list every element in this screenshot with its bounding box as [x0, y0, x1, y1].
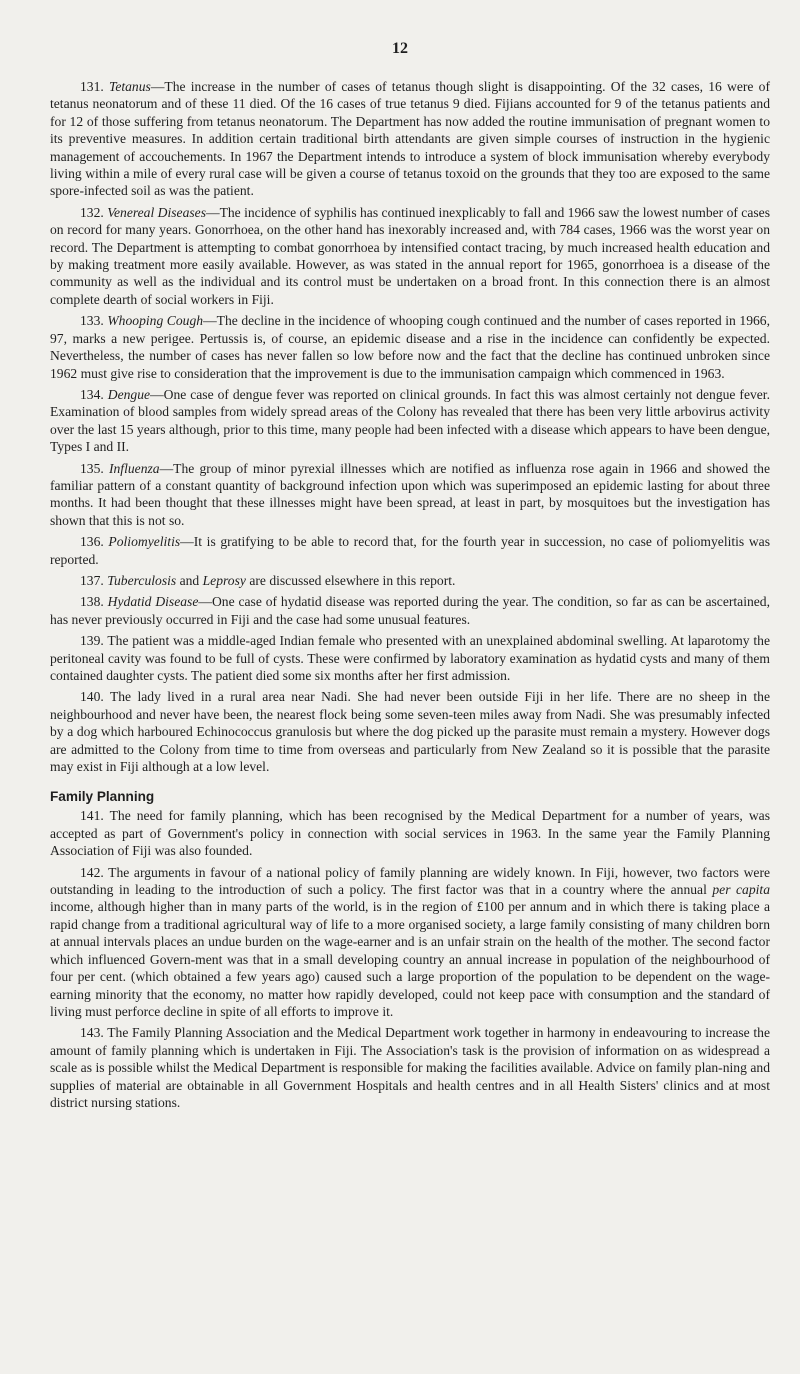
paragraph-text: The need for family planning, which has been recognised by the Medical Department for a number of years, was accepted as part of Government's policy in connection with social services in 1963. In the same year the Family Planning Association of Fiji was also founded. [50, 808, 771, 859]
paragraph-141 [50, 807, 770, 859]
paragraph-text: —It is gratifying to be able to record that, for the fourth year in succession, no case of poliomyelitis was reported. [50, 534, 770, 567]
paragraph-text: —The group of minor pyrexial illnesses which are notified as influenza rose again in 1966 and showed the familiar pattern of a constant quantity of background infection upon which was superimposed an epidemic lasting for about three months. It had been thought that these illnesses might have been spread, at least in part, by mosquitoes but the investigation has shown that this is not so. [50, 460, 771, 528]
paragraph-number: 139. [80, 633, 104, 649]
connector-text: and [176, 572, 203, 588]
section-heading-family-planning: Family Planning [50, 789, 155, 805]
paragraph-140 [50, 688, 770, 775]
paragraph-text: —The increase in the number of cases of tetanus though slight is disappointing. Of the 32 cases, 16 were of tetanus neonatorum and of these 11 died. Of the 16 cases of true tetanus 9 died. Fijians accounted for 9 of the tetanus patients and for 12 of those suffering from tetanus neonatorum. The Department has now added the routine immunisation of pregnant women to its preventive measures. In addition certain traditional birth attendants are given simple courses of instruction in the hygienic management of accouchements. In 1967 the Department intends to introduce a system of block immunisation whereby everybody living within a mile of every rural case will be given a course of tetanus toxoid on the grounds that they too are exposed to the same spore-infected soil as was the patient. [50, 79, 770, 199]
paragraph-136 [50, 533, 770, 568]
paragraph-135 [50, 460, 770, 530]
paragraph-number: 131. [80, 79, 104, 94]
paragraph-text: The Family Planning Association and the Medical Department work together in harmony in endeavouring to increase the amount of family planning which is undertaken in Fiji. The Association's task is the provision of information on as widespread a scale as is possible whilst the Medical Department is responsible for making the facilities available. Advice on family plan-ning and supplies of material are obtainable in all Government Hospitals and health centres and in all Health Sisters' clinics and at most district nursing stations. [50, 1025, 770, 1110]
disease-term: Leprosy [202, 572, 246, 588]
paragraph-number: 135. [80, 460, 104, 476]
paragraph-number: 137. [80, 572, 104, 588]
paragraph-number: 136. [80, 534, 104, 550]
paragraph-132 [50, 204, 770, 308]
paragraph-number: 132. [80, 204, 104, 220]
paragraph-143 [50, 1024, 770, 1111]
paragraph-number: 134. [80, 386, 104, 402]
paragraph-138 [50, 593, 770, 628]
paragraph-number: 141. [80, 808, 104, 824]
paragraph-text: —The incidence of syphilis has continued inexplicably to fall and 1966 saw the lowest number of cases on record for many years. Gonorrhoea, on the other hand has inexorably increased and, with 784 cases, 1966 was the worst year on record. The Department is attempting to combat gonorrhoea by intensified contact tracing, by much increased health education and by making treatment more easily available. However, as was stated in the annual report for 1965, gonorrhoea is a disease of the community as well as the individual and its control must be undertaken on a broad front. In this connection there is an almost complete dearth of social workers in Fiji. [50, 204, 770, 307]
paragraph-139 [50, 632, 770, 684]
paragraph-137 [50, 572, 770, 589]
disease-term: Whooping Cough [107, 313, 204, 329]
paragraph-text: —The decline in the incidence of whooping cough continued and the number of cases reported in 1966, 97, marks a new perigee. Pertussis is, of course, an epidemic disease and a rise in the incidence can confidently be expected. Nevertheless, the number of cases has never fallen so low before now and the fact that the decline has continued unbroken since 1962 must give rise to consideration that the improvement is due to the immunisation campaign which commenced in 1963. [50, 313, 770, 381]
paragraph-133 [50, 312, 770, 382]
disease-term: Venereal Diseases [107, 204, 206, 220]
disease-term: Poliomyelitis [108, 534, 181, 550]
paragraph-text: income, although higher than in many parts of the world, is in the region of £100 per annum and in which there is taking place a rapid change from a traditional agricultural way of life to a more organised society, a large family consisting of many children born at annual intervals places an undue burden on the wage-earner and is an unfair strain on the health of the mother. The second factor which influenced Govern-ment was that in a small developing country an annual increase in population of the neighbourhood of four per cent. (which obtained a few years ago) caused such a large proportion of the population to be dependent on the wage-earning minority that the economy, no matter how rapidly developed, could not keep pace with consumption and the standard of living must perforce decline in spite of all efforts to improve it. [50, 899, 770, 1019]
paragraph-number: 140. [80, 689, 104, 705]
paragraph-text: The lady lived in a rural area near Nadi. She had never been outside Fiji in her life. There are no sheep in the neighbourhood and never have been, the nearest flock being some seven-teen miles away from Nadi. She was presumably infected by a dog which harboured Echinococcus granulosis but where the dog picked up the parasite must remain a mystery. However dogs are admitted to the Colony from time to time from overseas and particularly from New Zealand so it is possible that the parasite may exist in Fiji although at a low level. [50, 689, 771, 775]
paragraph-number: 143. [80, 1025, 104, 1041]
paragraph-text: The arguments in favour of a national policy of family planning are widely known. In Fiji, however, two factors were outstanding in leading to the introduction of such a policy. The first factor was that in a country where the annual [50, 864, 771, 898]
paragraph-text: —One case of dengue fever was reported on clinical grounds. In fact this was almost certainly not dengue fever. Examination of blood samples from widely spread areas of the Colony has revealed that there has been very little arbovirus activity over the last 15 years although, prior to this time, many people had been infected with a disease which appears to have been dengue, Types I and II. [50, 386, 770, 455]
disease-term: Hydatid Disease [107, 594, 199, 610]
paragraph-text: —One case of hydatid disease was reported during the year. The condition, so far as can be ascertained, has never previously occurred in Fiji and the case had some unusual features. [50, 594, 770, 627]
paragraph-134 [50, 386, 770, 456]
paragraph-number: 142. [80, 864, 104, 880]
disease-paragraphs [50, 78, 770, 775]
paragraph-142 [50, 864, 770, 1021]
paragraph-number: 138. [80, 594, 104, 610]
disease-term: Tetanus [109, 79, 151, 94]
disease-term: Dengue [107, 386, 151, 402]
disease-term: Tuberculosis [107, 572, 177, 588]
paragraph-text: are discussed elsewhere in this report. [245, 572, 456, 588]
paragraph-text: The patient was a middle-aged Indian female who presented with an unexplained abdominal swelling. At laparotomy the peritoneal cavity was found to be full of cysts. These were confirmed by laboratory examination as hydatid cysts and many of them contained daughter cysts. The patient died some six months after her first admission. [50, 633, 770, 683]
page-number: 12 [392, 40, 408, 57]
paragraph-131 [50, 78, 770, 200]
paragraph-number: 133. [80, 313, 104, 329]
italic-term: per capita [712, 882, 770, 898]
disease-term: Influenza [108, 460, 160, 476]
